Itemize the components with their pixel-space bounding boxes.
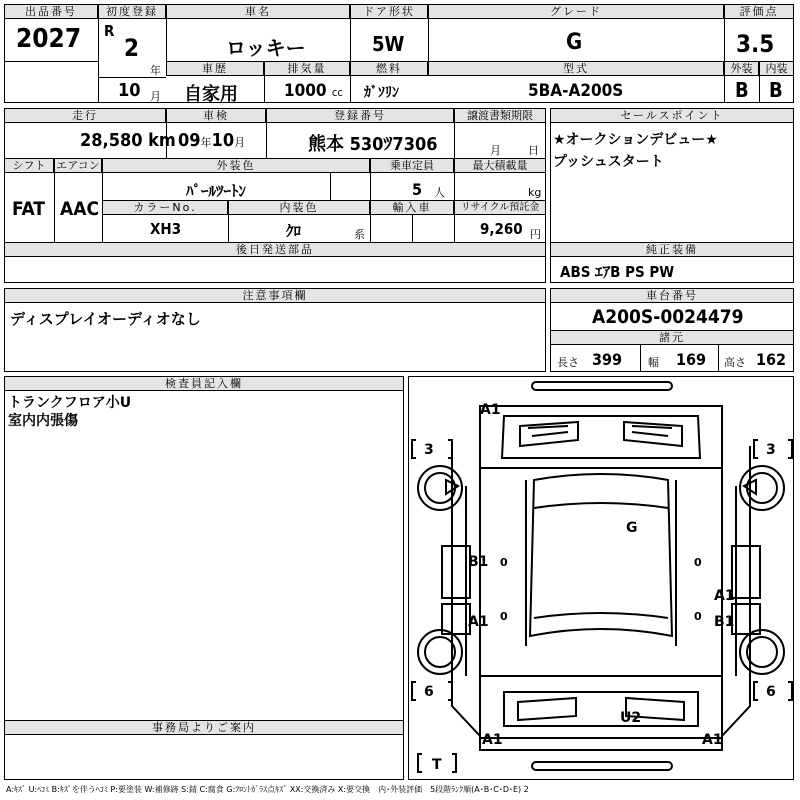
era: R (104, 22, 115, 40)
legend: A:ｷｽﾞ U:ﾍｺﾐ B:ｷｽﾞを伴うﾍｺﾐ P:要塗装 W:補修跡 S:錆 C:腐食 G:ﾌﾛﾝﾄｶﾞﾗｽ点ｷｽﾞ XX:交換済み X:要交換 内･外装評価 5段階ﾗﾝｸ順(A･B･C･D･E) 2 (6, 785, 529, 794)
mark-rear-right: A1 (702, 732, 723, 748)
tire-front-right: 3 (766, 442, 776, 458)
mark-a1-right-upper: A1 (714, 588, 735, 604)
score-label: 評価点 (724, 4, 794, 19)
capacity-label: 乗車定員 (370, 158, 454, 173)
transfer-month: 月 (490, 144, 501, 157)
plate-label: 登録番号 (266, 108, 454, 123)
later-parts-label: 後日発送部品 (4, 242, 546, 257)
history-label: 車歴 (166, 61, 264, 76)
tire-rear-right: 6 (766, 684, 776, 700)
reg-month: 10 (118, 80, 141, 101)
chassis-number: A200S-0024479 (592, 306, 744, 328)
transfer-day: 日 (528, 144, 539, 157)
mark-b1-right: B1 (714, 614, 735, 630)
inspector-text: トランクフロア小U 室内内張傷 (8, 395, 132, 429)
color-no-label: カラーNo. (102, 200, 228, 215)
load-label: 最大積載量 (454, 158, 546, 173)
int-grade: B (769, 78, 783, 102)
import-label: 輸入車 (370, 200, 454, 215)
color-no: XH3 (150, 220, 182, 238)
grade: G (566, 30, 583, 55)
interior: ｸﾛ (286, 222, 302, 240)
zero-right: 0 (694, 556, 702, 569)
load-unit: kg (528, 186, 542, 199)
spare-tire: T (432, 757, 442, 773)
width: 169 (676, 350, 707, 369)
interior-label: 内装色 (228, 200, 370, 215)
length-label: 長さ (557, 356, 579, 369)
ext-label: 外装 (724, 61, 759, 76)
zero-left-lower: 0 (500, 610, 508, 623)
shift-label: シフト (4, 158, 54, 173)
model-label: 型式 (428, 61, 724, 76)
year-unit: 年 (150, 64, 161, 77)
ac: AAC (60, 198, 100, 220)
ac-label: エアコン (54, 158, 102, 173)
caution-label: 注意事項欄 (4, 288, 546, 303)
shift: FAT (12, 198, 45, 220)
color: ﾊﾟｰﾙﾂｰﾄﾝ (186, 182, 247, 200)
front-bumper-outline (532, 382, 672, 390)
month-unit: 月 (150, 90, 161, 103)
mark-a1-left: A1 (468, 614, 489, 630)
sales-label: セールスポイント (550, 108, 794, 123)
model: 5BA-A200S (528, 81, 624, 101)
spec-label: 諸元 (550, 330, 794, 345)
ext-grade: B (735, 78, 749, 102)
mark-g: G (626, 520, 638, 536)
mark-b1-left: B1 (468, 554, 489, 570)
int-label: 内装 (759, 61, 794, 76)
recycle: 9,260 (480, 220, 523, 238)
capacity: 5 (412, 180, 423, 199)
inspection-label: 車検 (166, 108, 266, 123)
car-damage-diagram (408, 376, 794, 780)
displacement: 1000 cc (284, 81, 343, 101)
chassis-label: 車台番号 (550, 288, 794, 303)
grade-label: グレード (428, 4, 724, 19)
inspector-label: 検査員記入欄 (4, 376, 404, 391)
inspection: 09年10月 (178, 130, 246, 151)
lot-number: 2027 (16, 24, 82, 54)
lot-label: 出品番号 (4, 4, 98, 19)
interior-unit: 系 (354, 228, 365, 241)
yen-unit: 円 (530, 228, 541, 241)
tire-rear-left: 6 (424, 684, 434, 700)
recycle-label: リサイクル預託金 (454, 200, 546, 215)
color-label: 外装色 (102, 158, 370, 173)
capacity-unit: 人 (434, 186, 445, 199)
disp-label: 排気量 (264, 61, 350, 76)
height: 162 (756, 350, 787, 369)
plate: 熊本 530ﾂ7306 (308, 134, 438, 155)
score: 3.5 (736, 30, 775, 58)
mark-u2: U2 (620, 710, 642, 726)
rear-bumper-outline (480, 710, 722, 750)
office-label: 事務局よりご案内 (4, 720, 404, 735)
zero-left: 0 (500, 556, 508, 569)
fuel-label: 燃料 (350, 61, 428, 76)
reg-label: 初度登録 (98, 4, 166, 19)
sales-line-2: プッシュスタート (553, 154, 664, 170)
car-name: ロッキー (226, 36, 306, 60)
door-label: ドア形状 (350, 4, 428, 19)
tire-front-left: 3 (424, 442, 434, 458)
sales-line-1: ★オークションデビュー★ (553, 132, 718, 148)
mark-front: A1 (480, 402, 501, 418)
length: 399 (592, 350, 623, 369)
height-label: 高さ (724, 356, 746, 369)
rear-body-outline (480, 676, 722, 738)
caution-text: ディスプレイオーディオなし (10, 310, 201, 328)
door-type: 5W (372, 32, 405, 56)
mileage: 28,580 km (80, 130, 176, 151)
name-label: 車名 (166, 4, 350, 19)
history: 自家用 (184, 84, 238, 105)
zero-right-lower: 0 (694, 610, 702, 623)
fuel: ｶﾞｿﾘﾝ (364, 85, 399, 101)
cabin-outline (530, 474, 672, 636)
width-label: 幅 (648, 356, 659, 369)
equipment-label: 純正装備 (550, 242, 794, 257)
mark-rear-left: A1 (482, 732, 503, 748)
mileage-label: 走行 (4, 108, 166, 123)
equipment: ABS ｴｱB PS PW (560, 263, 675, 281)
reg-year: 2 (124, 34, 140, 62)
transfer-label: 譲渡書類期限 (454, 108, 546, 123)
